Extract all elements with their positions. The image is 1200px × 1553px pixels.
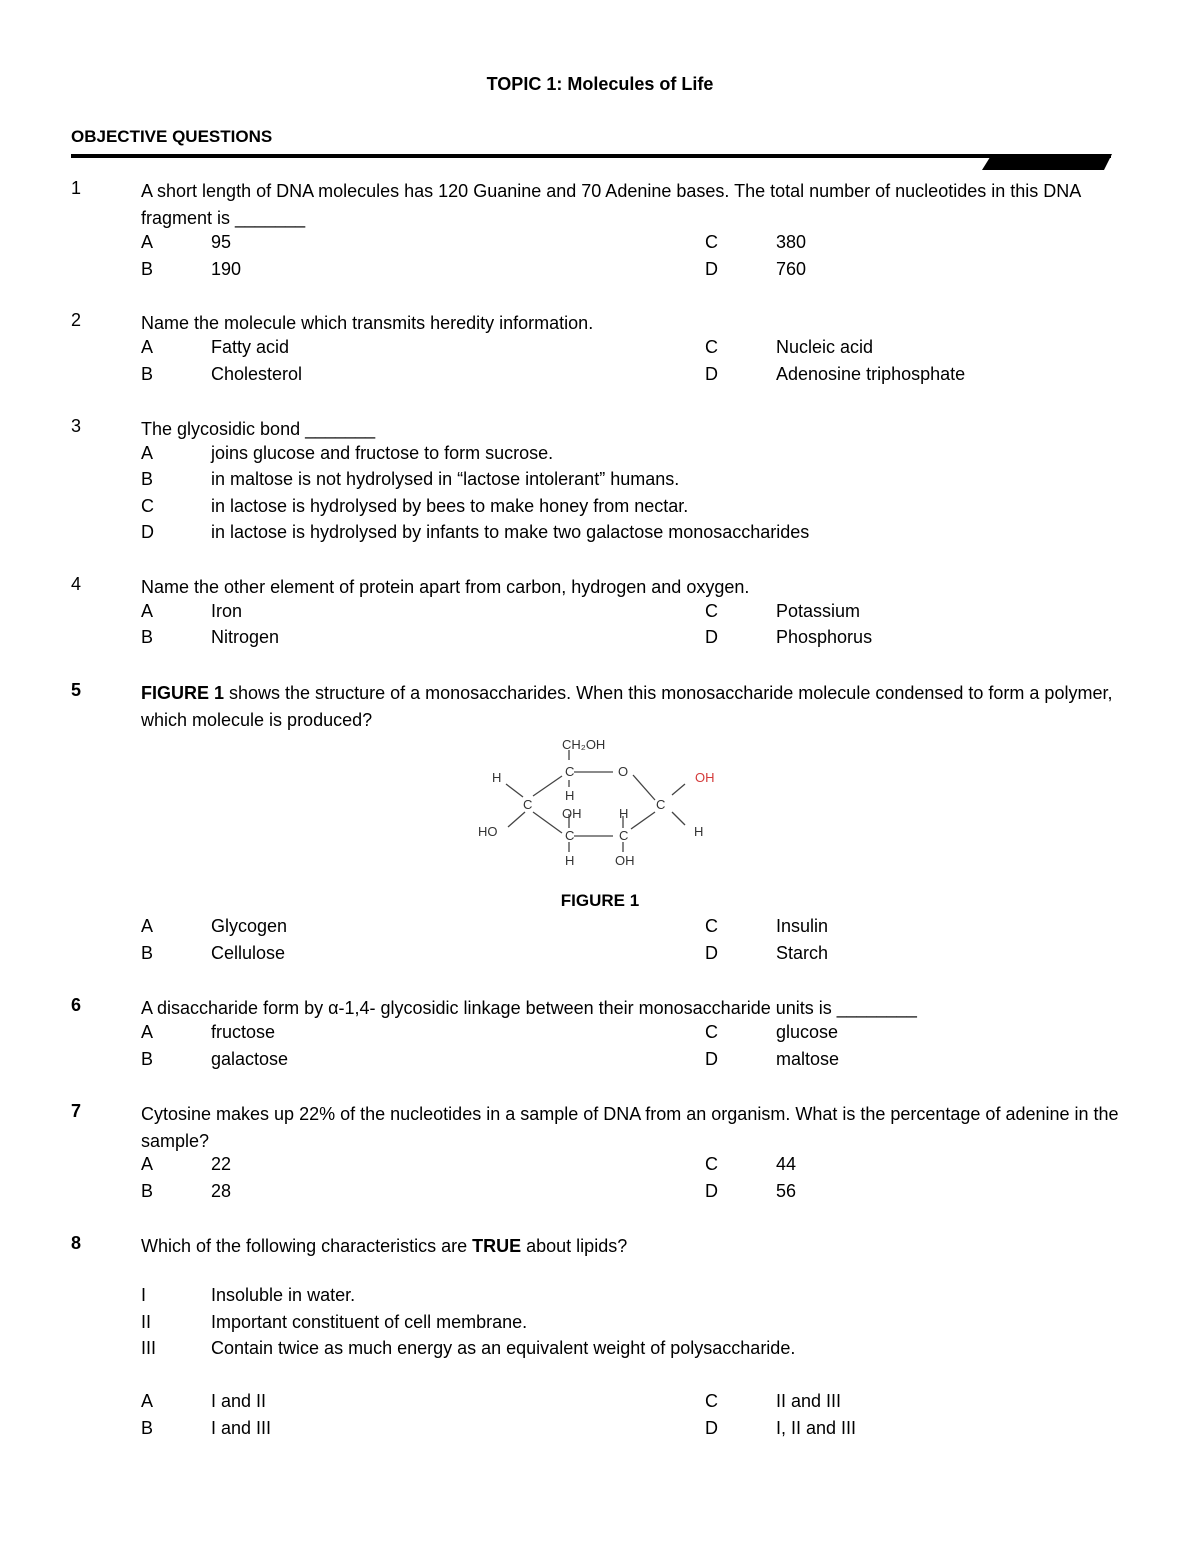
figure-reference: FIGURE 1 bbox=[141, 683, 225, 703]
option-text-d: 56 bbox=[776, 1181, 797, 1201]
option-letter-d: D bbox=[705, 1049, 718, 1069]
heading-rule bbox=[71, 154, 1111, 158]
label-o-ring: O bbox=[618, 764, 629, 779]
label-oh-bottom: OH bbox=[615, 853, 635, 868]
option-letter-c: C bbox=[141, 496, 154, 516]
question-text-emphasis: TRUE bbox=[472, 1236, 522, 1256]
option-text-a: I and II bbox=[211, 1391, 267, 1411]
question-number: 4 bbox=[71, 574, 82, 594]
option-letter-a: A bbox=[141, 1391, 154, 1411]
option-letter-a: A bbox=[141, 443, 154, 463]
question-number: 8 bbox=[71, 1233, 82, 1253]
option-text-c: Nucleic acid bbox=[776, 337, 874, 357]
figure-caption: FIGURE 1 bbox=[560, 891, 640, 910]
option-letter-b: B bbox=[141, 364, 154, 384]
label-h-bottom: H bbox=[565, 853, 575, 868]
question-text: Cytosine makes up 22% of the nucleotides in a sample of DNA from an organism. What is the percentage of adenine in the sample? bbox=[141, 1104, 1119, 1151]
option-text-c: in lactose is hydrolysed by bees to make honey from nectar. bbox=[211, 496, 689, 516]
question-number: 7 bbox=[71, 1101, 82, 1121]
option-text-b: Nitrogen bbox=[211, 627, 280, 647]
question-number: 1 bbox=[71, 178, 82, 198]
option-text-b: Cellulose bbox=[211, 943, 286, 963]
label-c-bottom-right: C bbox=[619, 828, 629, 843]
option-letter-a: A bbox=[141, 337, 154, 357]
question-text: Name the other element of protein apart from carbon, hydrogen and oxygen. bbox=[141, 577, 750, 597]
question-text bbox=[141, 680, 1131, 734]
label-h-under-c-top: H bbox=[565, 788, 575, 803]
question-text-post: about lipids? bbox=[521, 1236, 628, 1256]
option-text-c: glucose bbox=[776, 1022, 839, 1042]
option-letter-d: D bbox=[705, 627, 718, 647]
option-letter-b: B bbox=[141, 469, 154, 489]
statement-text: Insoluble in water. bbox=[211, 1285, 356, 1305]
option-text-c: Insulin bbox=[776, 916, 829, 936]
option-text-d: maltose bbox=[776, 1049, 840, 1069]
option-text-d: Phosphorus bbox=[776, 627, 873, 647]
option-letter-b: B bbox=[141, 1049, 154, 1069]
option-text-a: joins glucose and fructose to form sucrose. bbox=[211, 443, 554, 463]
option-letter-d: D bbox=[705, 1418, 718, 1438]
label-c-left: C bbox=[523, 797, 533, 812]
label-h-left: H bbox=[492, 770, 502, 785]
question-text: A short length of DNA molecules has 120 Guanine and 70 Adenine bases. The total number of nucleotides in this DNA fragment is _______ bbox=[141, 181, 1081, 228]
statement-numeral: II bbox=[141, 1312, 152, 1332]
option-letter-c: C bbox=[705, 1022, 718, 1042]
option-letter-b: B bbox=[141, 627, 154, 647]
option-text-a: Iron bbox=[211, 601, 243, 621]
label-c-right: C bbox=[656, 797, 666, 812]
option-letter-b: B bbox=[141, 1418, 154, 1438]
option-text-b: in maltose is not hydrolysed in “lactose intolerant” humans. bbox=[211, 469, 680, 489]
question-text bbox=[141, 1233, 1131, 1260]
question-number: 5 bbox=[71, 680, 82, 700]
option-text-c: 380 bbox=[776, 232, 807, 252]
option-text-b: Cholesterol bbox=[211, 364, 303, 384]
option-letter-c: C bbox=[705, 232, 718, 252]
heading-rule-tab bbox=[982, 154, 1112, 170]
page-title: TOPIC 1: Molecules of Life bbox=[486, 74, 714, 94]
label-oh-mid: OH bbox=[562, 806, 582, 821]
option-text-a: fructose bbox=[211, 1022, 276, 1042]
option-text-b: I and III bbox=[211, 1418, 272, 1438]
option-text-a: 95 bbox=[211, 232, 232, 252]
option-letter-c: C bbox=[705, 337, 718, 357]
option-letter-c: C bbox=[705, 916, 718, 936]
option-text-d: Starch bbox=[776, 943, 829, 963]
label-ho-left: HO bbox=[478, 824, 498, 839]
option-letter-a: A bbox=[141, 916, 154, 936]
option-letter-d: D bbox=[705, 364, 718, 384]
option-letter-d: D bbox=[141, 522, 154, 542]
statement-numeral: III bbox=[141, 1338, 157, 1358]
option-letter-a: A bbox=[141, 232, 154, 252]
option-text-c: Potassium bbox=[776, 601, 861, 621]
option-text-a: Fatty acid bbox=[211, 337, 290, 357]
question-number: 3 bbox=[71, 416, 82, 436]
option-text-c: 44 bbox=[776, 1154, 797, 1174]
option-letter-d: D bbox=[705, 259, 718, 279]
option-letter-a: A bbox=[141, 601, 154, 621]
label-h-right: H bbox=[694, 824, 704, 839]
option-letter-d: D bbox=[705, 943, 718, 963]
option-letter-a: A bbox=[141, 1154, 154, 1174]
option-letter-c: C bbox=[705, 601, 718, 621]
label-oh-right: OH bbox=[695, 770, 715, 785]
option-letter-c: C bbox=[705, 1391, 718, 1411]
option-text-d: I, II and III bbox=[776, 1418, 857, 1438]
option-letter-a: A bbox=[141, 1022, 154, 1042]
label-c-bottom-left: C bbox=[565, 828, 575, 843]
section-heading: OBJECTIVE QUESTIONS bbox=[71, 127, 273, 146]
option-text-d: 760 bbox=[776, 259, 807, 279]
option-text-d: Adenosine triphosphate bbox=[776, 364, 966, 384]
label-c-top: C bbox=[565, 764, 575, 779]
statement-text: Contain twice as much energy as an equivalent weight of polysaccharide. bbox=[211, 1338, 796, 1358]
option-letter-b: B bbox=[141, 943, 154, 963]
question-number: 6 bbox=[71, 995, 82, 1015]
option-text-b: 28 bbox=[211, 1181, 232, 1201]
question-text: Name the molecule which transmits heredity information. bbox=[141, 313, 594, 333]
option-letter-b: B bbox=[141, 1181, 154, 1201]
option-text-c: II and III bbox=[776, 1391, 842, 1411]
option-text-d: in lactose is hydrolysed by infants to make two galactose monosaccharides bbox=[211, 522, 810, 542]
statement-text: Important constituent of cell membrane. bbox=[211, 1312, 528, 1332]
option-text-b: 190 bbox=[211, 259, 242, 279]
option-text-a: Glycogen bbox=[211, 916, 288, 936]
option-letter-d: D bbox=[705, 1181, 718, 1201]
question-text-pre: Which of the following characteristics are bbox=[141, 1236, 473, 1256]
question-text-body: shows the structure of a monosaccharides. When this monosaccharide molecule condensed to form a polymer, which molecule is produced? bbox=[141, 683, 1113, 730]
option-letter-b: B bbox=[141, 259, 154, 279]
question-text: A disaccharide form by α-1,4- glycosidic linkage between their monosaccharide units is ________ bbox=[141, 998, 917, 1018]
option-text-a: 22 bbox=[211, 1154, 232, 1174]
label-h-mid: H bbox=[619, 806, 629, 821]
monosaccharide-structure-figure bbox=[470, 732, 730, 872]
statement-numeral: I bbox=[141, 1285, 147, 1305]
question-text: The glycosidic bond _______ bbox=[141, 419, 376, 439]
question-number: 2 bbox=[71, 310, 82, 330]
option-text-b: galactose bbox=[211, 1049, 289, 1069]
label-ch2oh: CH₂OH bbox=[562, 737, 606, 752]
option-letter-c: C bbox=[705, 1154, 718, 1174]
